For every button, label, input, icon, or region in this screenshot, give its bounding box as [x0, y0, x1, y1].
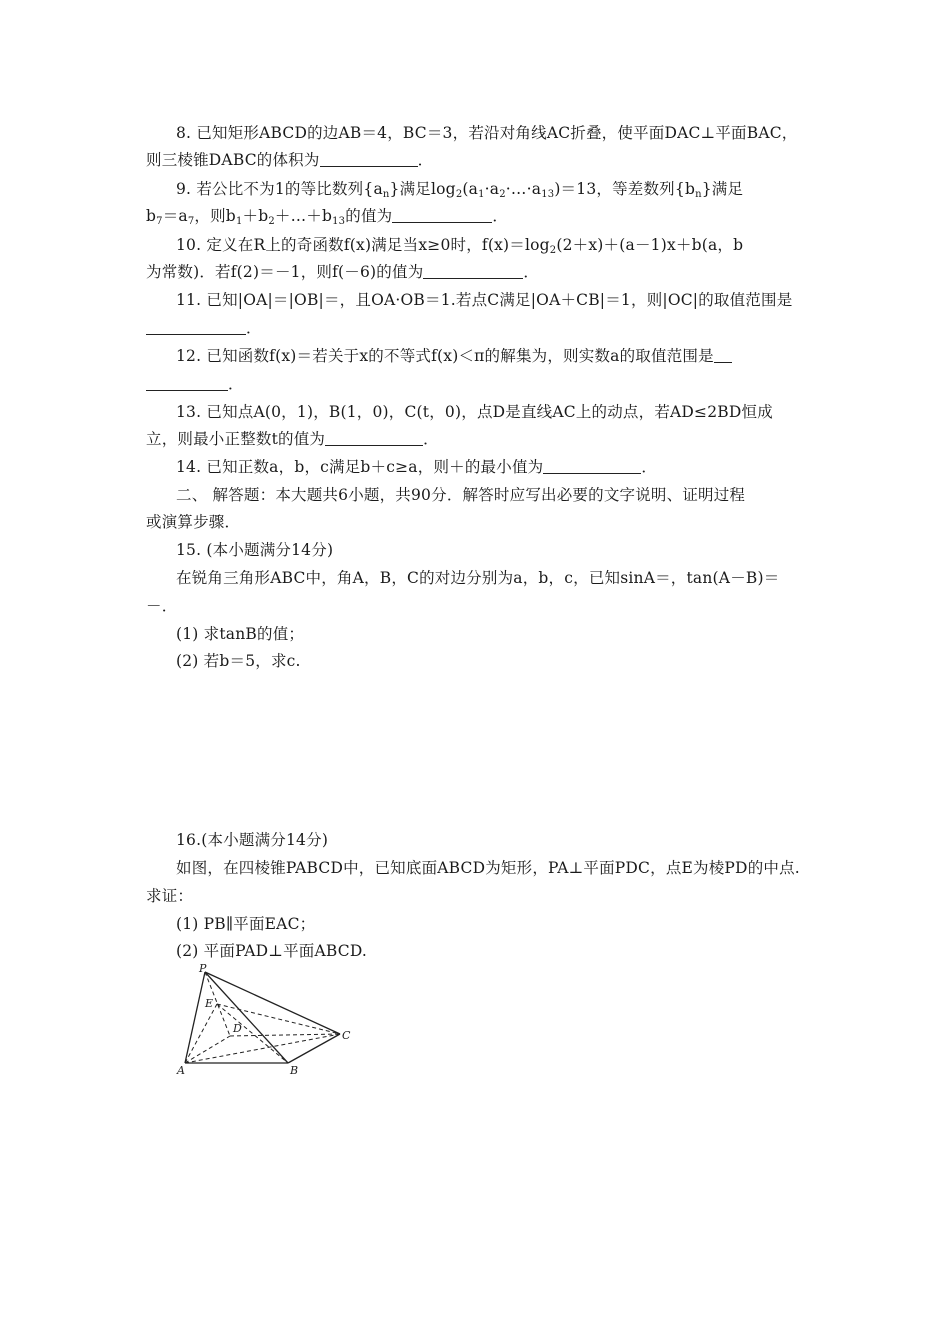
pyramid-figure [170, 962, 360, 1080]
edge-ac [185, 1034, 340, 1063]
edge-ea [185, 1004, 217, 1063]
problem-11-line-1: 11. 已知|OA|＝|OB|＝，且OA·OB＝1.若点C满足|OA＋CB|＝1，则|OC|的取值范围是 [176, 291, 793, 309]
problem-11-line-2: ． [146, 318, 262, 338]
section-2-heading-line-1: 二、 解答题：本大题共6小题，共90分．解答时应写出必要的文字说明、证明过程 [176, 486, 746, 504]
answer-blank [543, 459, 641, 474]
problem-8-line-1: 8. 已知矩形ABCD的边AB＝4，BC＝3，若沿对角线AC折叠，使平面DAC⊥平面BAC， [176, 124, 798, 142]
label-d: D [233, 1022, 242, 1035]
answer-blank [423, 264, 523, 279]
section-2-heading-line-2: 或演算步骤． [146, 513, 241, 531]
question-15-title: 15. (本小题满分14分) [176, 541, 334, 559]
label-e: E [205, 997, 214, 1010]
edge-pb [205, 972, 288, 1063]
edge-pa [185, 972, 205, 1063]
problem-13-line-1: 13. 已知点A(0，1)，B(1，0)，C(t，0)，点D是直线AC上的动点，若AD≤2BD恒成 [176, 403, 773, 421]
problem-8-line-2: 则三棱锥DABC的体积为 ． [146, 151, 434, 169]
question-16-sub-1: (1) PB∥平面EAC； [176, 915, 316, 933]
answer-blank [320, 152, 418, 167]
problem-9-line-2: $b_7=a_7$，则$b_1+b_2+\dots+b_{13}$的值为 ． [146, 207, 509, 227]
question-16-line-2: 求证： [146, 887, 194, 905]
label-b: B [290, 1064, 299, 1077]
problem-12-line-2: ． [146, 374, 244, 394]
answer-blank [146, 376, 228, 391]
answer-blank [146, 320, 246, 335]
question-15-line-2: －． [146, 597, 178, 615]
label-a: A [177, 1064, 185, 1077]
question-15-sub-1: (1) 求tanB的值； [176, 625, 305, 643]
question-16-line-1: 如图，在四棱锥PABCD中，已知底面ABCD为矩形，PA⊥平面PDC，点E为棱PD的中点. [176, 859, 800, 877]
question-16-title: 16.(本小题满分14分) [176, 831, 329, 849]
edge-bc [288, 1034, 340, 1063]
problem-12-line-1: 12. 已知函数f(x)＝若关于x的不等式f(x)＜π的解集为，则实数a的取值范围是 [176, 346, 732, 366]
problem-10-line-1: 10. 定义在R上的奇函数f(x)满足当x≥0时，$f(x)=\log_2(2+x)+(a-1)x+b(a$，b [176, 236, 744, 256]
problem-10-line-2: 为常数)．若f(2)＝－1，则f(－6)的值为 ． [146, 263, 540, 281]
answer-blank [325, 431, 423, 446]
edge-dc [230, 1034, 340, 1036]
answer-blank [714, 348, 732, 363]
problem-13-line-2: 立，则最小正整数t的值为 ． [146, 430, 439, 448]
question-16-sub-2: (2) 平面PAD⊥平面ABCD. [176, 942, 368, 960]
question-15-sub-2: (2) 若b＝5，求c. [176, 652, 301, 670]
label-c: C [342, 1029, 351, 1042]
question-15-line-1: 在锐角三角形ABC中，角A，B，C的对边分别为a，b，c，已知sinA＝，tan(A－B)＝ [176, 569, 780, 587]
problem-9-line-1: 9. 若公比不为1的等比数列$\{a_n\}$满足$\log_2(a_1\cdot a_2\cdot\dots\cdot a_{13})=13$，等差数列$\{b_n\}$满足 [176, 180, 744, 200]
answer-blank [392, 208, 492, 223]
problem-14-line-1: 14. 已知正数a，b，c满足b＋c≥a，则＋的最小值为 ． [176, 458, 658, 476]
label-p: P [199, 962, 207, 975]
